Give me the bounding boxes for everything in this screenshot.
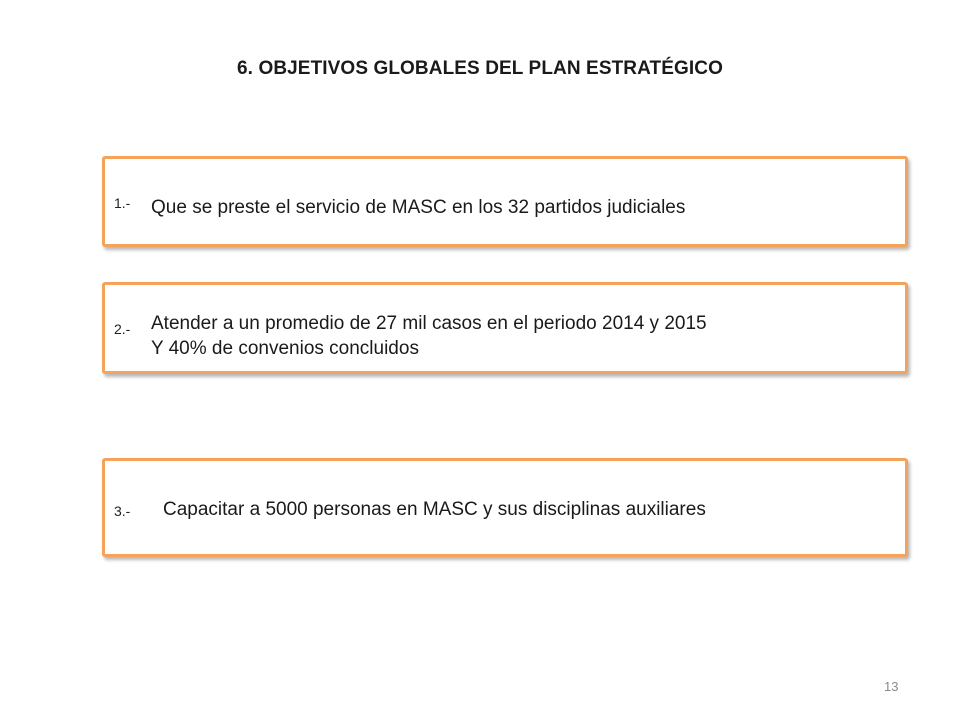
objective-box-1 [102,156,908,247]
objective-number: 1.- [114,195,131,211]
objective-line: Y 40% de convenios concluidos [151,338,419,359]
page-number: 13 [884,679,899,694]
objective-box-2 [102,282,908,374]
objective-line: Atender a un promedio de 27 mil casos en el periodo 2014 y 2015 [151,313,707,334]
objective-text [163,497,706,522]
objective-box-3 [102,458,908,557]
objective-number: 2.- [114,321,131,337]
objective-line: Capacitar a 5000 personas en MASC y sus disciplinas auxiliares [163,499,706,520]
objective-text [151,195,685,220]
objective-number: 3.- [114,503,131,519]
objective-text [151,311,707,361]
objective-line: Que se preste el servicio de MASC en los 32 partidos judiciales [151,197,686,218]
slide-title: 6. OBJETIVOS GLOBALES DEL PLAN ESTRATÉGICO [237,58,723,79]
